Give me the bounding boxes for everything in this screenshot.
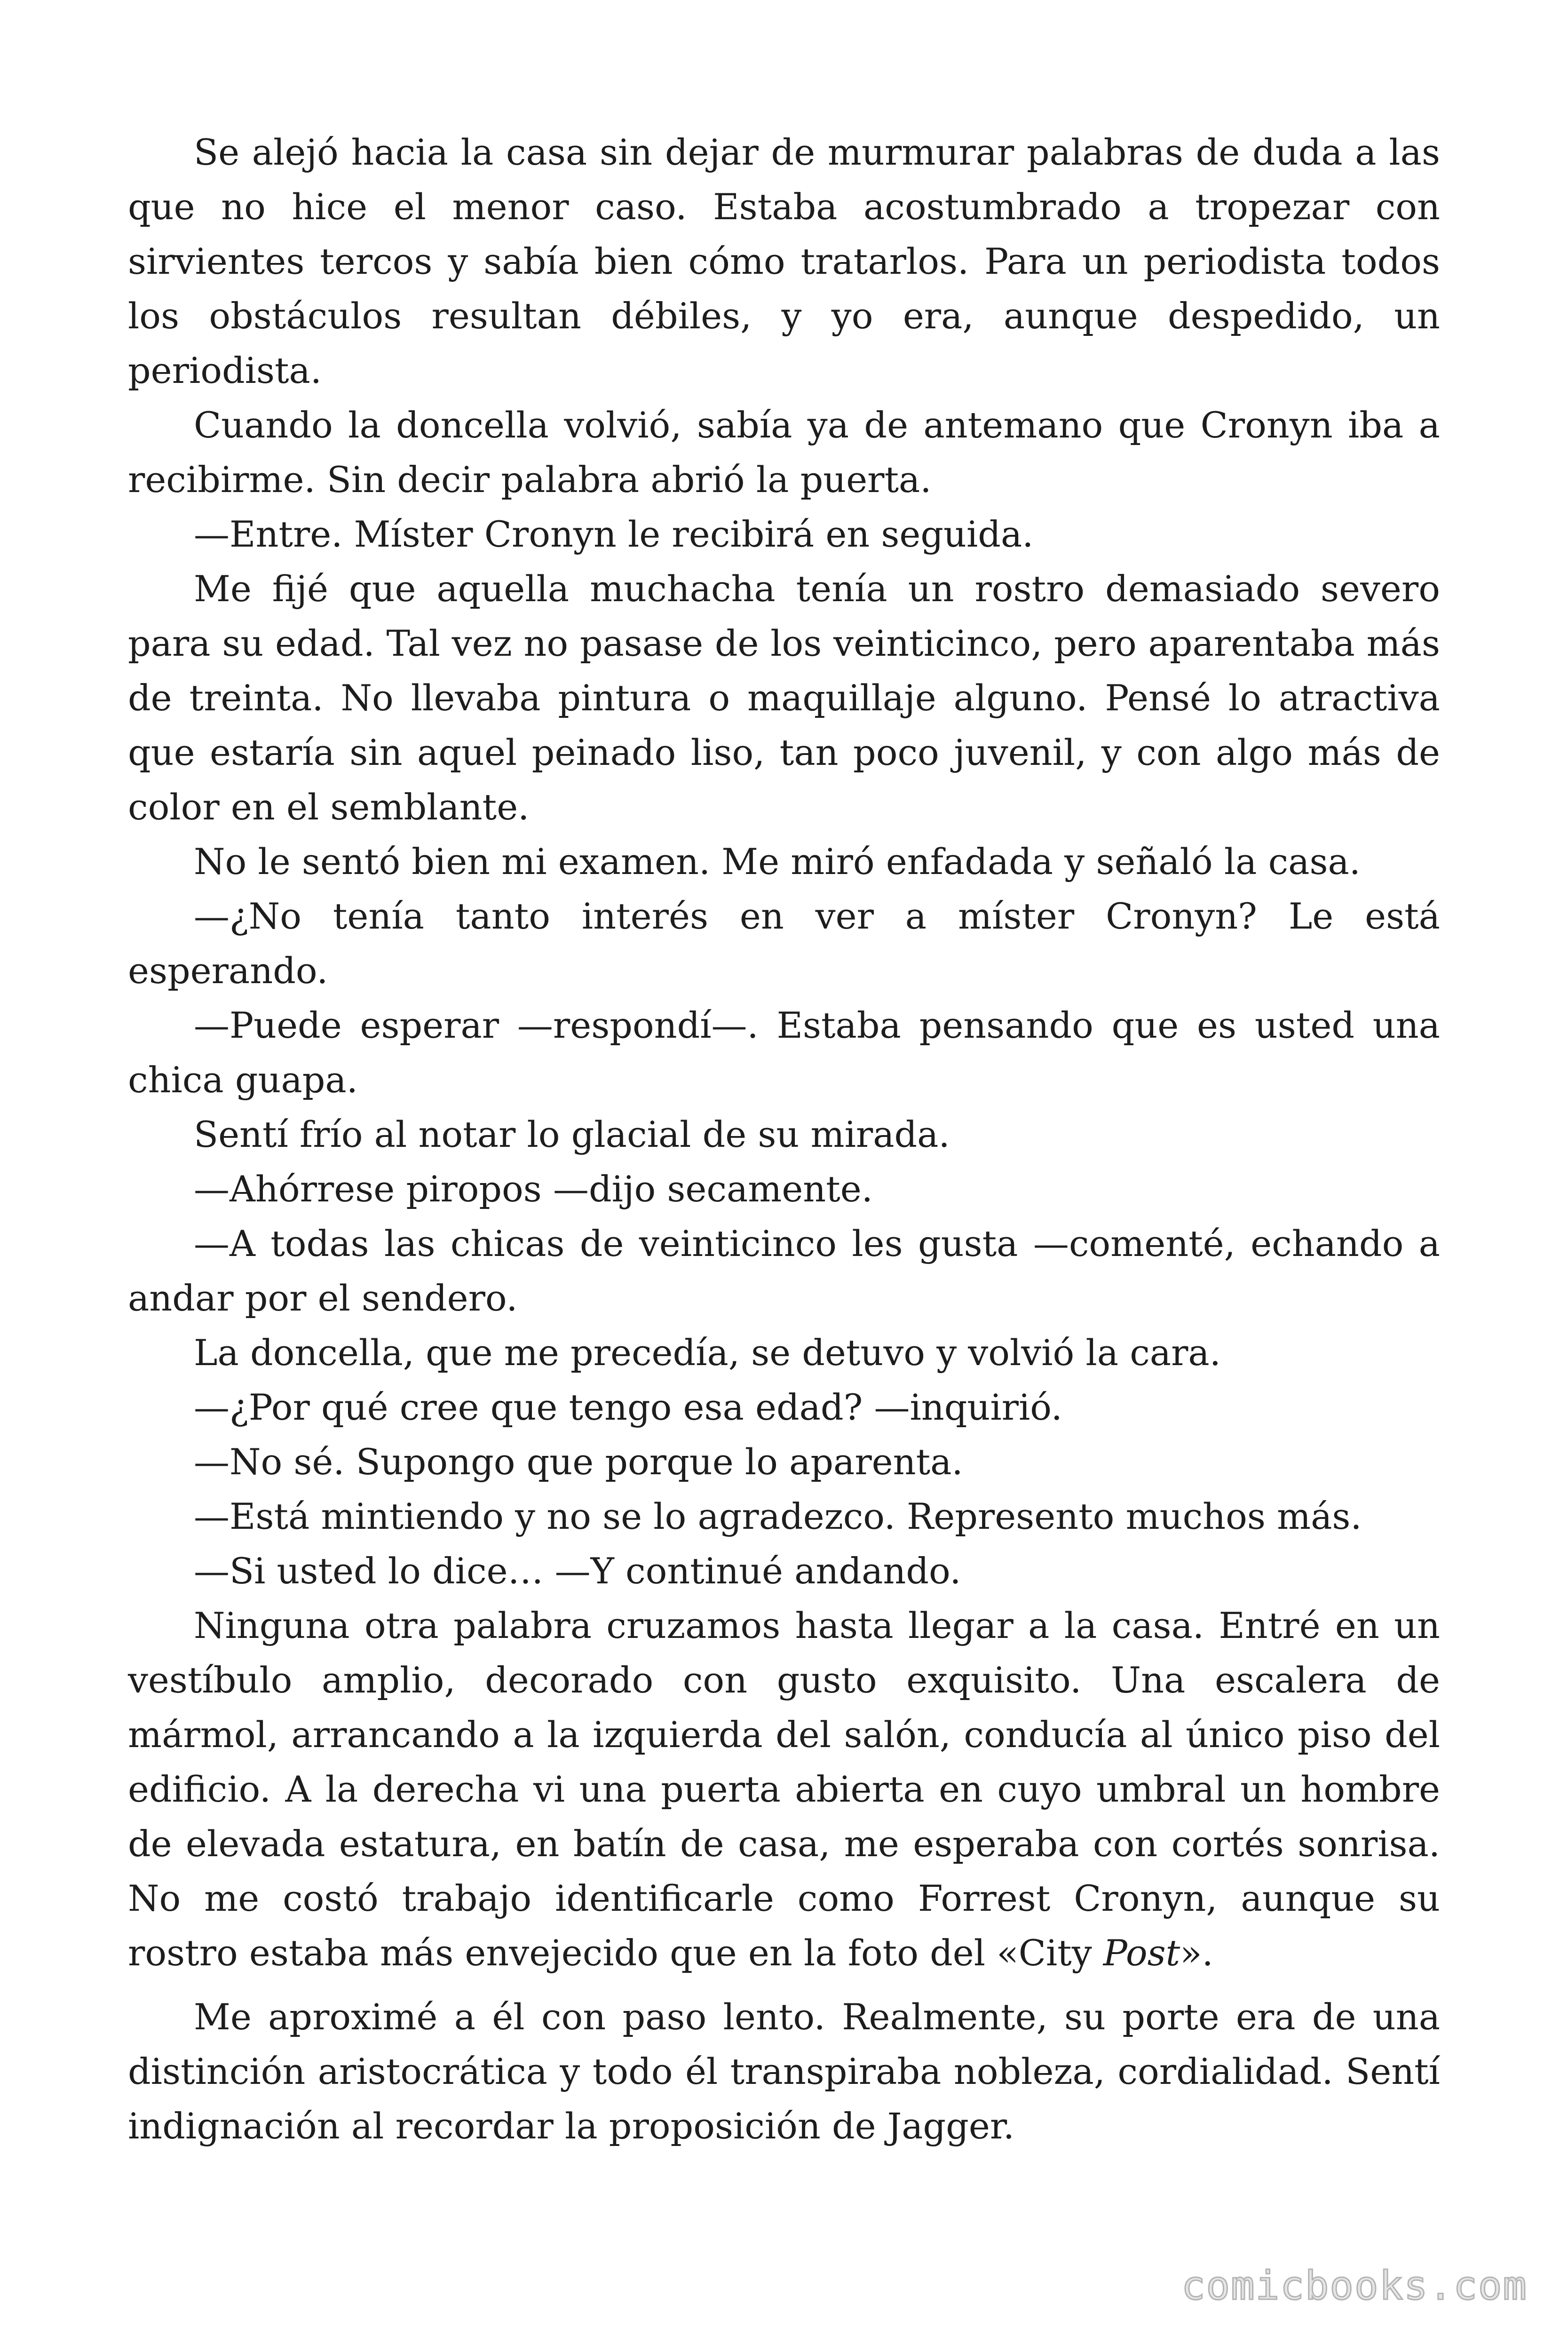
- paragraph: —No sé. Supongo que porque lo aparenta.: [194, 1441, 963, 1483]
- paragraph: —Puede esperar —respondí—. Estaba pensando que es usted una chica guapa.: [128, 1004, 1440, 1101]
- paragraph: —¿Por qué cree que tengo esa edad? —inquirió.: [194, 1386, 1062, 1428]
- paragraph: La doncella, que me precedía, se detuvo y volvió la cara.: [194, 1332, 1221, 1374]
- paragraph: —A todas las chicas de veinticinco les gusta —comenté, echando a andar por el sendero.: [128, 1223, 1440, 1319]
- paragraph: Me fijé que aquella muchacha tenía un rostro demasiado severo para su edad. Tal vez no pasase de los veinticinco, pero aparentaba más de treinta. No llevaba pintura o maquillaje alguno. Pensé lo atractiva que estaría sin aquel peinado liso, tan poco juvenil, y con algo más de color en el semblante.: [128, 568, 1440, 828]
- paragraph: Se alejó hacia la casa sin dejar de murmurar palabras de duda a las que no hice el menor caso. Estaba acostumbrado a tropezar con sirvientes tercos y sabía bien cómo tratarlos. Para un periodista todos los obstáculos resultan débiles, y yo era, aunque despedido, un periodista.: [128, 131, 1440, 391]
- paragraph-with-italic: [128, 1598, 1440, 1980]
- closing-quote: ».: [1180, 1932, 1213, 1974]
- paragraph: —¿No tenía tanto interés en ver a míster Cronyn? Le está esperando.: [128, 895, 1440, 992]
- paragraph: —Entre. Míster Cronyn le recibirá en seguida.: [194, 513, 1034, 555]
- watermark: comicbooks.com: [1181, 2263, 1528, 2309]
- paragraph: —Está mintiendo y no se lo agradezco. Represento muchos más.: [194, 1495, 1362, 1537]
- paragraph: —Ahórrese piropos —dijo secamente.: [194, 1168, 873, 1210]
- paragraph: Cuando la doncella volvió, sabía ya de antemano que Cronyn iba a recibirme. Sin decir palabra abrió la puerta.: [128, 404, 1440, 501]
- paragraph-text: Ninguna otra palabra cruzamos hasta llegar a la casa. Entré en un vestíbulo amplio, decorado con gusto exquisito. Una escalera de mármol, arrancando a la izquierda del salón, conducía al único piso del edificio. A la derecha vi una puerta abierta en cuyo umbral un hombre de elevada estatura, en batín de casa, me esperaba con cortés sonrisa. No me costó trabajo identificarle como Forrest Cronyn, aunque su rostro estaba más envejecido que en la foto del «City: [128, 1605, 1440, 1974]
- paragraph: No le sentó bien mi examen. Me miró enfadada y señaló la casa.: [194, 841, 1361, 882]
- paragraph: —Si usted lo dice… —Y continué andando.: [194, 1550, 961, 1592]
- paragraph: Me aproximé a él con paso lento. Realmente, su porte era de una distinción aristocrática y todo él transpiraba nobleza, cordialidad. Sentí indignación al recordar la proposición de Jagger.: [128, 1996, 1440, 2147]
- book-page-text: [128, 125, 1440, 2153]
- paragraph: Sentí frío al notar lo glacial de su mirada.: [194, 1113, 950, 1155]
- italic-post: Post: [1103, 1932, 1180, 1974]
